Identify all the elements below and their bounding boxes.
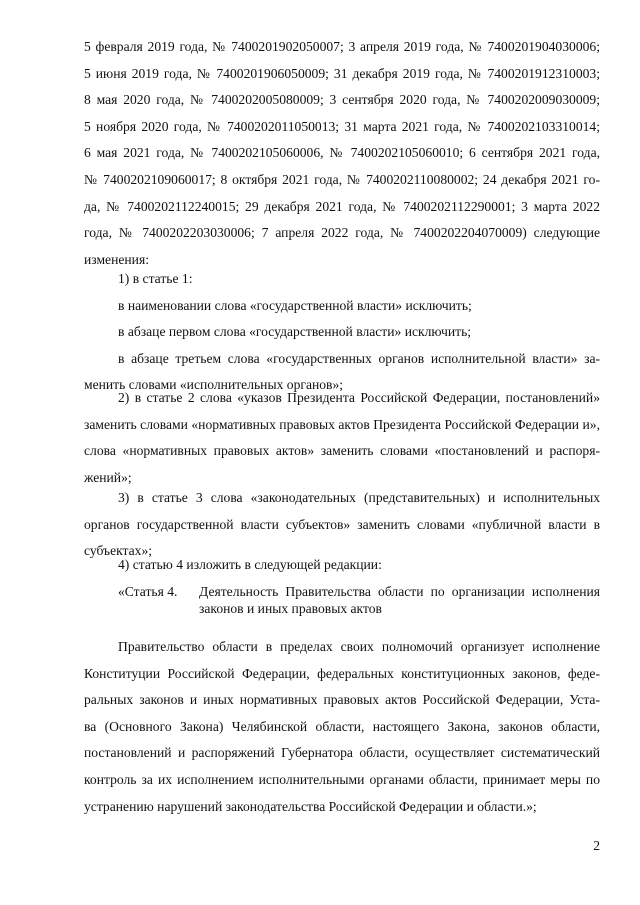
text-line: контроль за их исполнением исполнительными органами области, принимает меры по [84, 771, 600, 787]
text-line: 5 февраля 2019 года, № 7400201902050007; 3 апреля 2019 года, № 7400201904030006; [84, 39, 600, 54]
text-line: законов и иных правовых актов [199, 601, 382, 616]
text-line: изменения: [84, 251, 149, 267]
amendment-item-4 [84, 552, 600, 579]
text-line: Конституции Российской Федерации, федеральных конституционных законов, феде- [84, 665, 600, 681]
text-line: слова «нормативных правовых актов» заменить словами «постановлений и распоря- [84, 443, 600, 459]
article-title [199, 583, 600, 617]
text-line: 3) в статье 3 слова «законодательных (представительных) и исполнительных [118, 490, 600, 505]
text-line: менить словами «исполнительных органов»; [84, 377, 344, 393]
text-line: заменить словами «нормативных правовых актов Президента Российской Федерации и», [84, 416, 600, 432]
text-line: 5 ноября 2020 года, № 7400202011050013; 31 марта 2021 года, № 7400202103310014; [84, 118, 600, 134]
text-line: да, № 7400202112240015; 29 декабря 2021 года, № 7400202112290001; 3 марта 2022 [84, 198, 600, 214]
text-line: 4) статью 4 изложить в следующей редакции: [118, 557, 382, 572]
text-line: 2) в статье 2 слова «указов Президента Российской Федерации, постановлений» [118, 390, 600, 405]
text-line: в наименовании слова «государственной власти» исключить; [118, 297, 472, 313]
text-line: ральных законов и иных нормативных правовых актов Российской Федерации, Уста- [84, 692, 600, 708]
text-line: органов государственной власти субъектов» заменить словами «публичной власти в [84, 516, 600, 532]
text-line: в абзаце первом слова «государственной власти» исключить; [118, 324, 472, 340]
amendment-item-1 [84, 266, 600, 399]
intro-paragraph [84, 34, 600, 273]
text-line: в абзаце третьем слова «государственных органов исполнительной власти» за- [118, 350, 600, 366]
text-line: Правительство области в пределах своих полномочий организует исполнение [118, 639, 600, 654]
page-number: 2 [593, 838, 600, 853]
text-line: 6 мая 2021 года, № 7400202105060006, № 7400202105060010; 6 сентября 2021 года, [84, 145, 600, 161]
text-line: 1) в статье 1: [118, 271, 193, 286]
amendment-item-2 [84, 385, 600, 491]
text-line: устранению нарушений законодательства Российской Федерации и области.»; [84, 798, 537, 814]
text-line: субъектах»; [84, 543, 153, 559]
text-line: 8 мая 2020 года, № 7400202005080009; 3 сентября 2020 года, № 7400202009030009; [84, 92, 600, 108]
text-line: 5 июня 2019 года, № 7400201906050009; 31 декабря 2019 года, № 7400201912310003; [84, 65, 600, 81]
article-label: «Статья 4. [118, 584, 178, 599]
text-line: года, № 7400202203030006; 7 апреля 2022 года, № 7400202204070009) следующие [84, 225, 600, 241]
text-line: ва (Основного Закона) Челябинской области, настоящего Закона, законов области, [84, 718, 600, 734]
article-body [84, 634, 600, 820]
text-line: жений»; [84, 469, 132, 485]
text-line: № 7400202109060017; 8 октября 2021 года, № 7400202110080002; 24 декабря 2021 го- [84, 171, 600, 187]
text-line: Деятельность Правительства области по организации исполнения [199, 584, 600, 599]
text-line: постановлений и распоряжений Губернатора области, осуществляет систематический [84, 745, 600, 761]
